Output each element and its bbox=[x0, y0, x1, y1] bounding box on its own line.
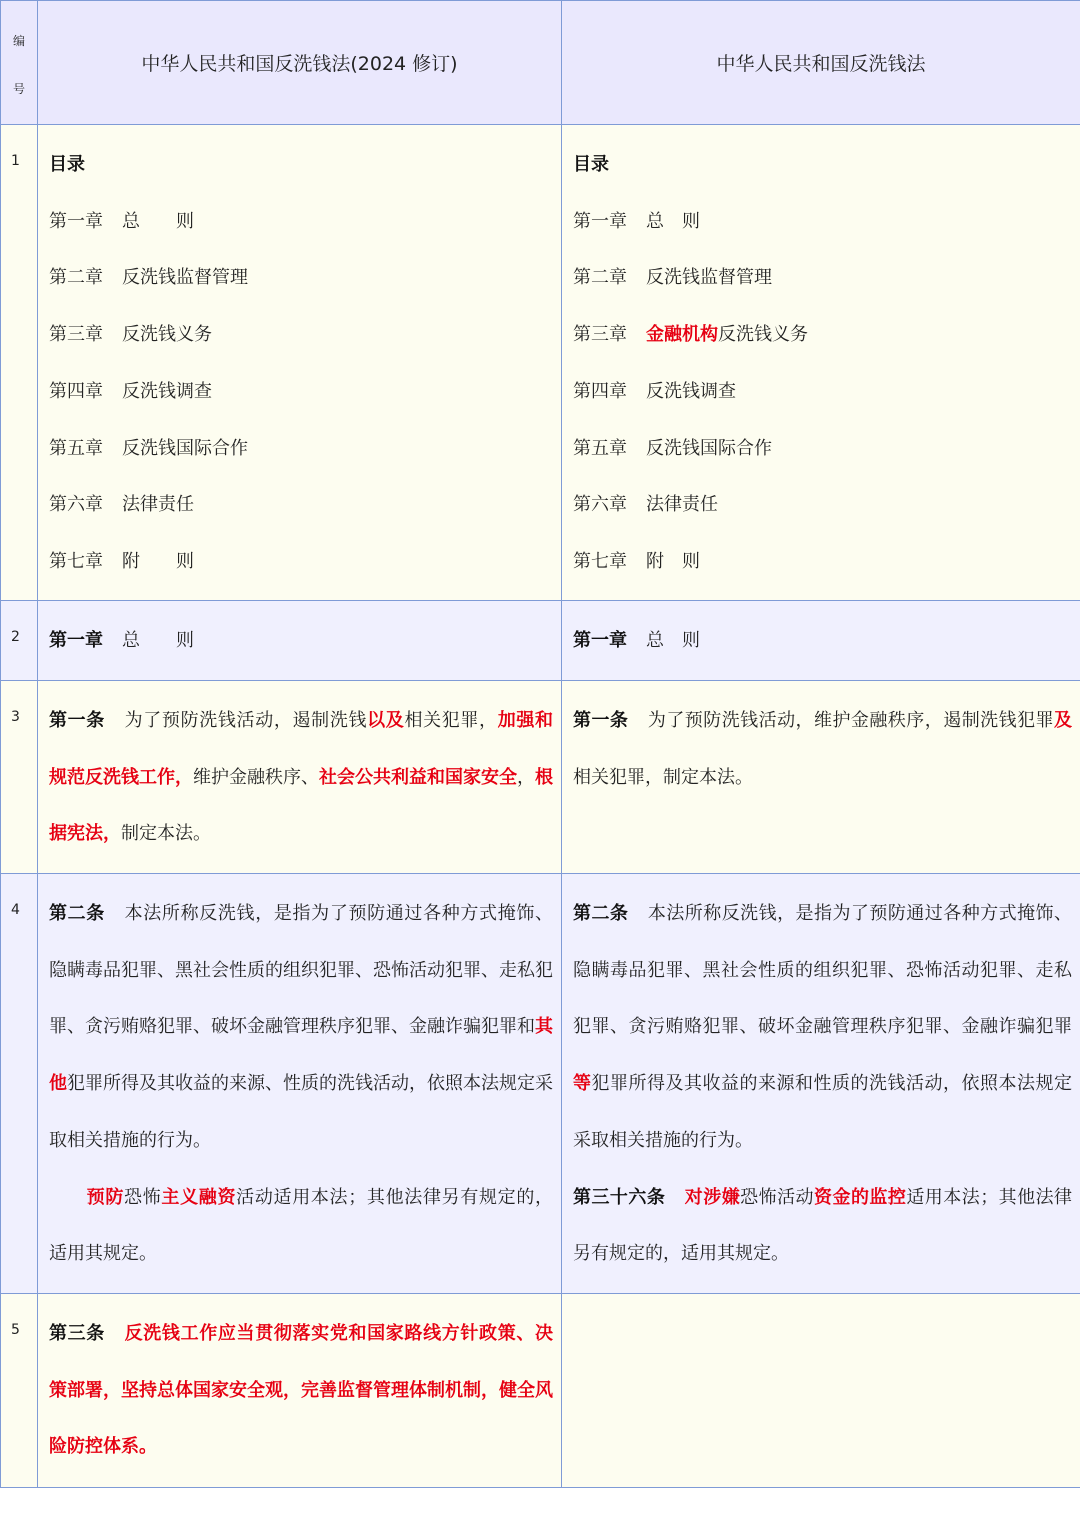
article-label: 第一条 bbox=[573, 710, 629, 731]
old-law-article-1: 第一条 为了预防洗钱活动，维护金融秩序，遏制洗钱犯罪及相关犯罪，制定本法。 bbox=[562, 681, 1080, 874]
toc-item: 第四章 反洗钱调查 bbox=[49, 380, 212, 402]
toc-item: 第三章 金融机构反洗钱义务 bbox=[573, 324, 808, 346]
highlight-text: 反洗钱工作应当贯彻落实党和国家路线方针政策、决策部署，坚持总体国家安全观，完善监督管理体制机制，健全风险防控体系。 bbox=[49, 1323, 554, 1458]
article-label: 第一条 bbox=[49, 710, 105, 731]
header-old-law: 中华人民共和国反洗钱法 bbox=[562, 1, 1080, 125]
highlight-text: 资金的监控 bbox=[814, 1186, 907, 1208]
highlight-text: 加强和规范反洗钱工作， bbox=[49, 710, 554, 788]
header-number bbox=[1, 1, 38, 125]
new-law-chapter-heading: 第一章 总 则 bbox=[38, 601, 562, 681]
article-label: 第三条 bbox=[49, 1323, 105, 1344]
toc-item: 第七章 附 则 bbox=[573, 550, 700, 572]
row-number: 3 bbox=[1, 681, 38, 874]
new-law-article-3 bbox=[38, 1294, 562, 1488]
highlight-text: 预防 bbox=[86, 1186, 125, 1208]
new-law-article-2: 第二条 本法所称反洗钱，是指为了预防通过各种方式掩饰、隐瞒毒品犯罪、黑社会性质的组织犯罪、恐怖活动犯罪、走私犯罪、贪污贿赂犯罪、破坏金融管理秩序犯罪、金融诈骗犯罪和其他犯罪所得及其收益的来源、性质的洗钱活动，依照本法规定采取相关措施的行为。 预防恐怖主义融资活动适用本法；其他法律另有规定的，适用其规定。 bbox=[38, 874, 562, 1294]
article-label: 第二条 bbox=[49, 903, 105, 924]
toc-item: 第六章 法律责任 bbox=[49, 494, 194, 516]
toc-item: 第四章 反洗钱调查 bbox=[573, 380, 736, 402]
highlight-text: 对涉嫌 bbox=[684, 1186, 741, 1208]
table-row bbox=[1, 601, 1080, 681]
toc-title: 目录 bbox=[573, 154, 609, 175]
new-law-article-1: 第一条 为了预防洗钱活动，遏制洗钱以及相关犯罪，加强和规范反洗钱工作，维护金融秩序、社会公共利益和国家安全，根据宪法，制定本法。 bbox=[38, 681, 562, 874]
row-number: 1 bbox=[1, 125, 38, 601]
row-number: 5 bbox=[1, 1294, 38, 1488]
toc-item: 第五章 反洗钱国际合作 bbox=[49, 437, 248, 459]
highlight-text: 等 bbox=[573, 1073, 592, 1095]
article-label: 第二条 bbox=[573, 903, 629, 924]
toc-item: 第一章 总 则 bbox=[573, 210, 700, 232]
toc-item: 第六章 法律责任 bbox=[573, 494, 718, 516]
highlight-text: 根据宪法， bbox=[49, 766, 553, 845]
new-law-toc bbox=[38, 125, 562, 601]
highlight-text: 社会公共利益和国家安全 bbox=[319, 766, 517, 788]
highlight-text: 金融机构 bbox=[646, 324, 718, 346]
header-row bbox=[1, 1, 1080, 125]
header-number-char-2: 号 bbox=[12, 81, 25, 96]
highlight-text: 主义融资 bbox=[161, 1186, 237, 1208]
article-label: 第三十六条 bbox=[573, 1186, 666, 1208]
toc-item: 第三章 反洗钱义务 bbox=[49, 324, 212, 346]
toc-item: 第二章 反洗钱监督管理 bbox=[49, 267, 248, 289]
table-row bbox=[1, 874, 1080, 1294]
table-row bbox=[1, 125, 1080, 601]
row-number: 2 bbox=[1, 601, 38, 681]
header-new-law: 中华人民共和国反洗钱法(2024 修订) bbox=[38, 1, 562, 125]
table-row bbox=[1, 1294, 1080, 1488]
old-law-empty-cell bbox=[562, 1294, 1080, 1488]
table-row bbox=[1, 681, 1080, 874]
highlight-text: 其他 bbox=[49, 1016, 553, 1095]
toc-item: 第七章 附 则 bbox=[49, 550, 194, 572]
highlight-text: 以及 bbox=[367, 710, 405, 731]
toc-item: 第一章 总 则 bbox=[49, 210, 194, 232]
toc-title: 目录 bbox=[49, 154, 85, 175]
row-number: 4 bbox=[1, 874, 38, 1294]
highlight-text: 及 bbox=[1054, 710, 1073, 731]
old-law-chapter-heading: 第一章 总 则 bbox=[562, 601, 1080, 681]
toc-item: 第五章 反洗钱国际合作 bbox=[573, 437, 772, 459]
toc-item: 第二章 反洗钱监督管理 bbox=[573, 267, 772, 289]
old-law-article-2: 第二条 本法所称反洗钱，是指为了预防通过各种方式掩饰、隐瞒毒品犯罪、黑社会性质的组织犯罪、恐怖活动犯罪、走私犯罪、贪污贿赂犯罪、破坏金融管理秩序犯罪、金融诈骗犯罪等犯罪所得及其收益的来源和性质的洗钱活动，依照本法规定采取相关措施的行为。 第三十六条 对涉嫌恐怖活动资金的监控适用本法；其他法律另有规定的，适用其规定。 bbox=[562, 874, 1080, 1294]
header-number-char-1: 编 bbox=[12, 33, 25, 48]
old-law-toc bbox=[562, 125, 1080, 601]
